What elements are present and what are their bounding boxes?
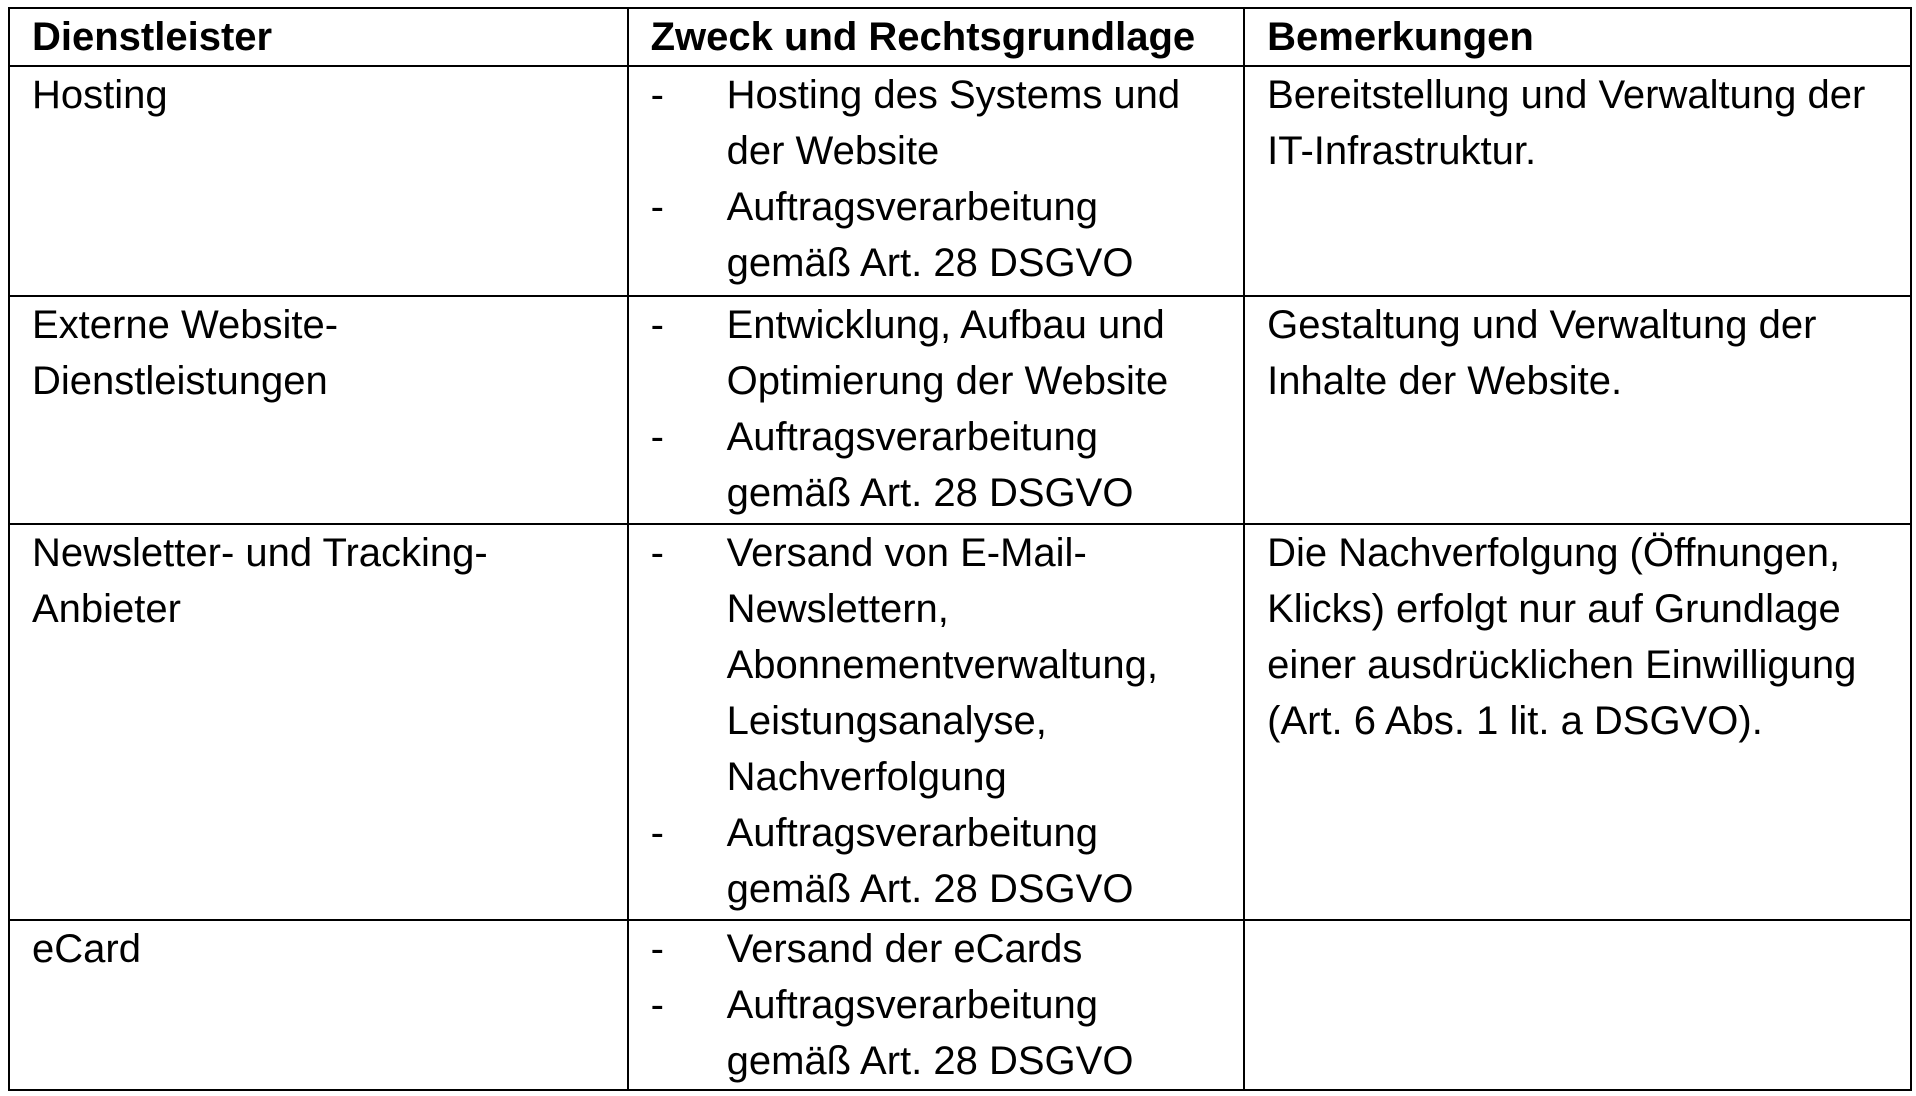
table-row (9, 920, 1911, 1090)
bullet-dash: - (650, 185, 664, 229)
bullet-dash: - (650, 303, 664, 347)
service-provider-table (8, 7, 1912, 1091)
remarks-cell: Gestaltung und Verwaltung der Inhalte der Website. (1244, 296, 1911, 524)
bullet-dash: - (650, 531, 664, 575)
bullet-dash: - (650, 73, 664, 117)
table-row (9, 296, 1911, 524)
purpose-item: - Auftragsverarbeitung gemäß Art. 28 DSGVO (651, 977, 1222, 1089)
provider-cell: eCard (9, 920, 628, 1090)
remarks-cell (1244, 920, 1911, 1090)
bullet-dash: - (650, 983, 664, 1027)
bullet-dash: - (650, 811, 664, 855)
purpose-cell (628, 524, 1245, 920)
purpose-list (651, 921, 1222, 1089)
bullet-dash: - (650, 415, 664, 459)
table-row (9, 66, 1911, 296)
purpose-item: - Versand der eCards (651, 921, 1222, 977)
purpose-item: - Entwicklung, Aufbau und Optimierung der Website (651, 297, 1222, 409)
purpose-list (651, 525, 1222, 917)
header-remarks: Bemerkungen (1244, 8, 1911, 66)
purpose-item: - Versand von E-Mail-Newslettern, Abonnementverwaltung, Leistungsanalyse, Nachverfolgung (651, 525, 1222, 805)
table-header-row (9, 8, 1911, 66)
purpose-item: - Auftragsverarbeitung gemäß Art. 28 DSGVO (651, 179, 1222, 291)
bullet-dash: - (650, 927, 664, 971)
provider-cell: Externe Website-Dienstleistungen (9, 296, 628, 524)
provider-cell: Newsletter- und Tracking-Anbieter (9, 524, 628, 920)
header-purpose: Zweck und Rechtsgrundlage (628, 8, 1245, 66)
purpose-cell (628, 296, 1245, 524)
purpose-cell (628, 920, 1245, 1090)
purpose-list (651, 297, 1222, 521)
provider-cell: Hosting (9, 66, 628, 296)
purpose-item: - Auftragsverarbeitung gemäß Art. 28 DSGVO (651, 409, 1222, 521)
remarks-cell: Die Nachverfolgung (Öffnungen, Klicks) erfolgt nur auf Grundlage einer ausdrücklichen Einwilligung (Art. 6 Abs. 1 lit. a DSGVO). (1244, 524, 1911, 920)
header-provider: Dienstleister (9, 8, 628, 66)
remarks-cell: Bereitstellung und Verwaltung der IT-Infrastruktur. (1244, 66, 1911, 296)
table-row (9, 524, 1911, 920)
purpose-list (651, 67, 1222, 291)
purpose-cell (628, 66, 1245, 296)
purpose-item: - Hosting des Systems und der Website (651, 67, 1222, 179)
purpose-item: - Auftragsverarbeitung gemäß Art. 28 DSGVO (651, 805, 1222, 917)
